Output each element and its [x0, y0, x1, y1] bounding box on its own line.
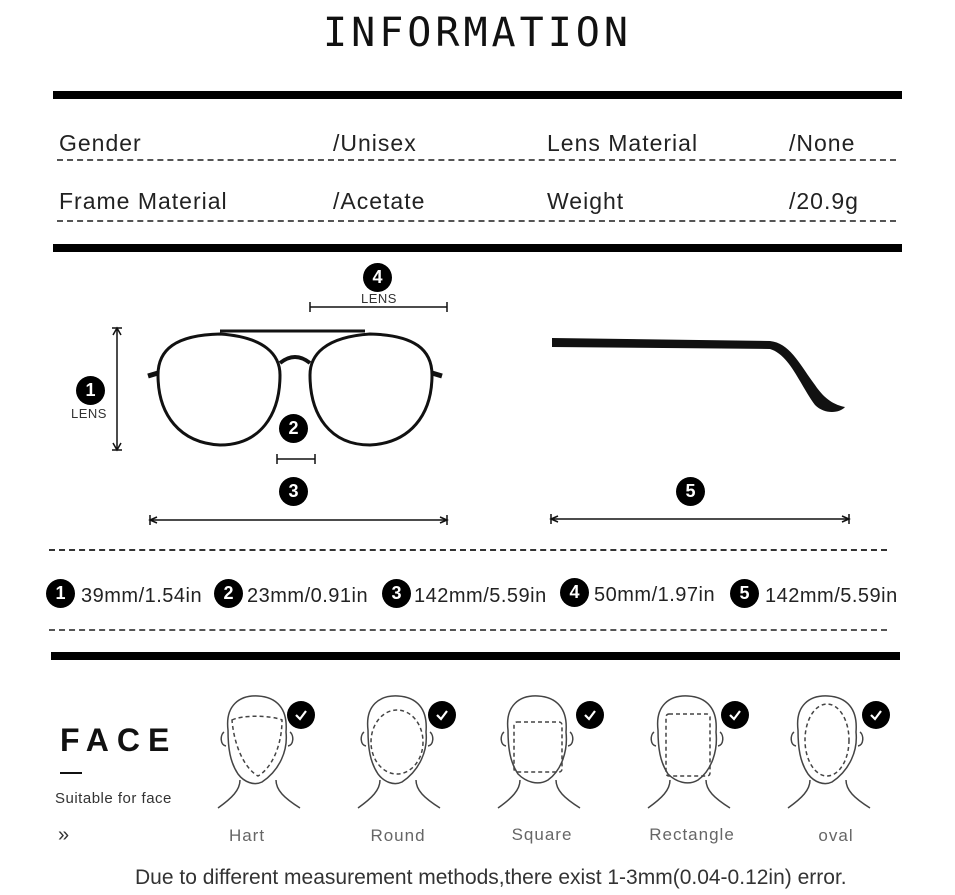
- measurement-5-badge: 5: [730, 579, 759, 608]
- marker-2: 2: [279, 414, 308, 443]
- measurements-top-divider: [49, 549, 887, 551]
- page-title: INFORMATION: [323, 10, 632, 56]
- spec-row-underline: [57, 216, 896, 222]
- measurement-1-value: 39mm/1.54in: [81, 585, 203, 607]
- spec-lens-material-value: /None: [789, 130, 856, 156]
- lens-height-label: LENS: [71, 406, 107, 421]
- spec-weight-label: Weight: [547, 188, 625, 214]
- measurement-4-badge: 4: [560, 578, 589, 607]
- divider-middle: [53, 244, 902, 252]
- face-square-icon: [498, 696, 580, 808]
- check-icon: [721, 701, 749, 729]
- face-title: FACE: [60, 722, 178, 758]
- check-icon: [287, 701, 315, 729]
- measurement-3-badge: 3: [382, 579, 411, 608]
- measure-line-1: [112, 328, 122, 450]
- face-label-hart: Hart: [228, 826, 266, 845]
- marker-5: 5: [676, 477, 705, 506]
- measurement-2-badge: 2: [214, 579, 243, 608]
- measurement-3-value: 142mm/5.59in: [414, 585, 547, 607]
- spec-frame-material-label: Frame Material: [59, 188, 228, 214]
- face-rectangle-icon: [648, 696, 730, 808]
- temple-arm-icon: [552, 338, 845, 412]
- face-title-dash: [60, 772, 82, 774]
- lens-width-label: LENS: [361, 291, 397, 306]
- face-label-oval: oval: [818, 826, 854, 845]
- measurement-4-value: 50mm/1.97in: [594, 584, 716, 606]
- marker-3: 3: [279, 477, 308, 506]
- measurement-1-badge: 1: [46, 579, 75, 608]
- measure-line-3: [150, 515, 447, 525]
- measure-line-2: [277, 454, 315, 464]
- check-icon: [576, 701, 604, 729]
- measurements-bottom-divider: [49, 625, 887, 631]
- face-label-round: Round: [370, 826, 426, 845]
- spec-weight-value: /20.9g: [789, 188, 859, 214]
- spec-lens-material-label: Lens Material: [547, 130, 699, 156]
- face-oval-icon: [788, 696, 870, 808]
- face-arrow: »: [58, 824, 70, 846]
- face-label-rectangle: Rectangle: [649, 825, 735, 844]
- face-subtitle: Suitable for face: [55, 790, 172, 807]
- marker-1: 1: [76, 376, 105, 405]
- measurement-2-value: 23mm/0.91in: [247, 585, 369, 607]
- marker-4: 4: [363, 263, 392, 292]
- face-label-square: Square: [511, 825, 573, 844]
- glasses-diagram: [0, 255, 955, 540]
- spec-frame-material-value: /Acetate: [333, 188, 426, 214]
- measure-line-5: [551, 514, 849, 524]
- spec-row-underline: [57, 155, 896, 161]
- measurement-5-value: 142mm/5.59in: [765, 585, 898, 607]
- check-icon: [428, 701, 456, 729]
- spec-gender-value: /Unisex: [333, 130, 417, 156]
- measurement-error-note: Due to different measurement methods,there exist 1-3mm(0.04-0.12in) error.: [135, 866, 847, 889]
- check-icon: [862, 701, 890, 729]
- spec-gender-label: Gender: [59, 130, 142, 156]
- divider-top: [53, 91, 902, 99]
- divider-bottom: [51, 652, 900, 660]
